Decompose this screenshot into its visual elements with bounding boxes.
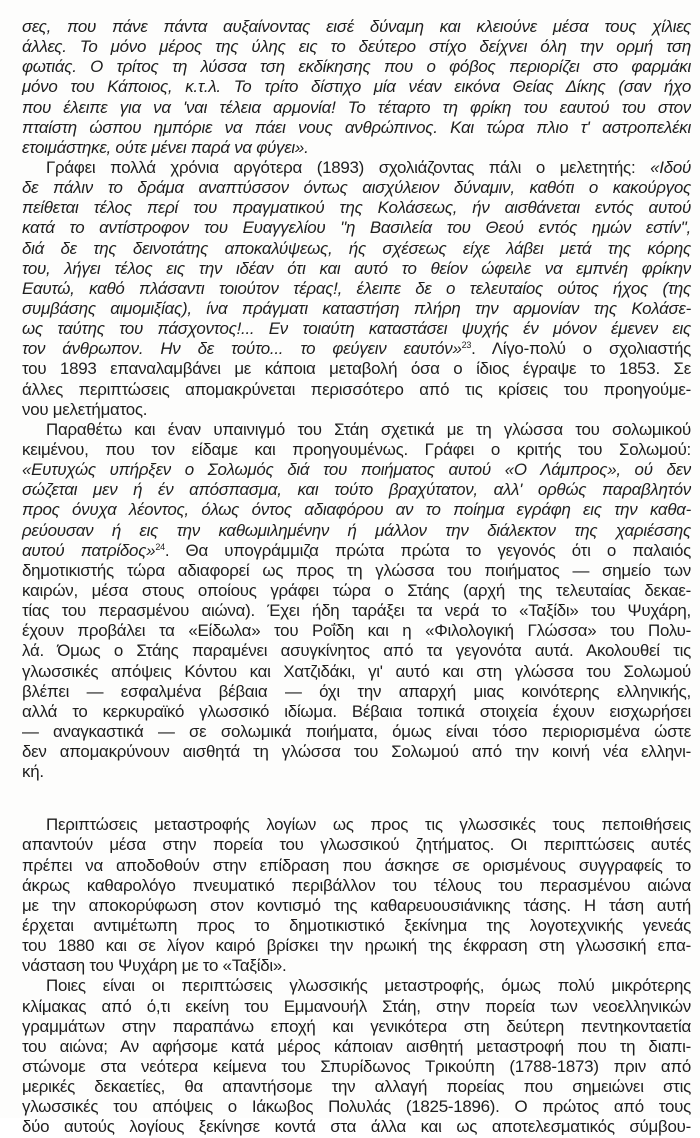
text-run: . Λίγο-πολύ ο σχολιαστής <box>471 339 691 359</box>
text-line: βλέπει — εσφαλμένα βέβαια — όχι την απαρχή μιας κοινότερης ελληνικής, <box>22 681 691 701</box>
text-line: λά. Όμως ο Στάης παραμένει ασυγκίνητος από τα γεγονότα αυτά. Ακολουθεί τις <box>22 641 691 661</box>
text-line: κλίμακας από ό,τι εκείνη του Εμμανουήλ Στάη, στην πορεία των νεοελληνικών <box>22 996 691 1016</box>
text-line: Παραθέτω και έναν υπαινιγμό του Στάη σχετικά με τη γλώσσα του σολωμικού <box>46 419 691 439</box>
text-line: κατά το αντίστροφον του Ευαγγελίου "η Βασιλεία του Θεού εντός ημών εστίν", <box>22 218 691 238</box>
body-text <box>22 17 691 1138</box>
quote-run: «Ιδού <box>650 157 691 177</box>
text-line: δε πάλιν το δράμα αναπτύσσον όντως αισχύλειον δύναμιν, καθότι ο κακούργος <box>22 178 691 198</box>
text-line <box>22 339 691 359</box>
text-line: γλωσσικές του απόψεις ο Ιάκωβος Πολυλάς (1825-1896). Ο πρώτος από τους <box>22 1097 691 1117</box>
text-line: γραμμάτων στην παραπάνω εποχή και γενικότερα στη δεύτερη πεντηκονταετία <box>22 1016 691 1036</box>
text-run: . Θα υπογράμμιζα πρώτα πρώτα το γεγονός ότι ο παλαιός <box>164 540 691 560</box>
text-line: αλλά το κερκυραϊκό γλωσσικό ιδίωμα. Βέβαια τοπικά στοιχεία έχουν εισχωρήσει <box>22 701 691 721</box>
text-line: δεν απομακρύνουν αισθητά τη γλώσσα του Σολωμού από την κοινή νέα ελληνι- <box>22 742 691 762</box>
text-line: γλωσσικές απόψεις Κόντου και Χατζιδάκι, γι' αυτό και στη γλώσσα του Σολωμού <box>22 661 691 681</box>
text-line: νάσταση του Ψυχάρη με το «Ταξίδι». <box>22 956 287 976</box>
text-line: προς όνυχα λέοντος, όλως όντος αδιαφόρου αν το ποίημα εγράφη εις την καθα- <box>22 500 691 520</box>
text-line: Περιπτώσεις μεταστροφής λογίων ως προς τις γλωσσικές τους πεποιθήσεις <box>46 815 691 835</box>
text-line: ρεύουσαν ή εις την καθωμιλημένην ή μάλλον την διάλεκτον της χαριέσσης <box>22 520 691 540</box>
text-run: Γράφει πολλά χρόνια αργότερα (1893) σχολιάζοντας πάλι ο μελετητής: <box>46 157 651 177</box>
text-line: πρέπει να αποδοθούν στην επίδραση που άσκησε σε ορισμένους συγγραφείς το <box>22 855 691 875</box>
text-line: άλλες. Το μόνο μέρος της ύλης εις το δεύτερο στίχο δείχνει όλη την ορμή τση <box>22 37 691 57</box>
text-line: νου μελετήματος. <box>22 399 148 419</box>
text-line: μόνο του Κάποιος, κ.τ.λ. Το τρίτο δίστιχο μία νέαν εικόνα Θείας Δίκης (σαν ήχο <box>22 77 691 97</box>
text-line: καιρών, μέσα στους οποίους γράφει τώρα ο Στάης (αρχή της τελευταίας δεκαε- <box>22 580 691 600</box>
text-line: του, λήγει τέλος εις την ιδέαν ότι και αυτό το θείον ώφειλε να εμπνέη φρίκην <box>22 258 691 278</box>
quote-run: τον άνθρωπον. Ην δε τούτο... το φεύγειν εαυτόν» <box>22 339 462 359</box>
paragraph-2 <box>22 158 691 420</box>
text-line: που έλειπε για να 'ναι τέλεια αρμονία! Το τέταρτο τη φρίκη του εαυτού του στον <box>22 97 691 117</box>
text-line <box>22 158 691 178</box>
paragraph-5 <box>22 976 691 1137</box>
text-line: Ποιες είναι οι περιπτώσεις γλωσσικής μεταστροφής, όμως πολύ μικρότερης <box>46 976 691 996</box>
text-line: άκρως καθαρολόγο πνευματικό περιβάλλον του τέλους του περασμένου αιώνα <box>22 875 691 895</box>
footnote-marker[interactable]: 24 <box>155 541 165 552</box>
text-line: κειμένου, που τον είδαμε και προηγουμένως. Γράφει ο κριτής του Σολωμού: <box>22 439 691 459</box>
text-line: του 1880 και σε λίγον καιρό βρίσκει την ηρωική της έκφραση στη γλωσσική επα- <box>22 936 691 956</box>
text-line: έχουν προβάλει τα «Είδωλα» του Ροΐδη και η «Φιλολογική Γλώσσα» του Πολυ- <box>22 621 691 641</box>
text-line: του 1893 επαναλαμβάνει με κάποια μεταβολή όσα ο ίδιος έγραψε το 1853. Σε <box>22 359 691 379</box>
paragraph-4 <box>22 815 691 976</box>
text-line <box>22 541 691 561</box>
section-break <box>22 782 691 815</box>
text-line: απαντούν μέσα στην πορεία του γλωσσικού ζητήματος. Οι περιπτώσεις αυτές <box>22 835 691 855</box>
paragraph-3 <box>22 420 691 783</box>
text-line: ως ταύτης του πάσχοντος!... Εν τοιαύτη καταστάσει ψυχής έν μόνον έμενεν εις <box>22 319 691 339</box>
text-line: — αναγκαστικά — σε σολωμικά ποιήματα, όμως είναι τόσο περιορισμένα ώστε <box>22 721 691 741</box>
text-line: με την αποκορύφωση στον κοντισμό της καθαρευουσιάνικης τάσης. Η τάση αυτή <box>22 895 691 915</box>
text-line: σες, που πάνε πάντα αυξαίνοντας εισέ δύναμη και κλειούνε μέσα τους χίλιες <box>22 17 691 36</box>
text-line: διά δε της δεινοτάτης αποκαλύψεως, ής σχέσεως είχε λάβει μετά της κόρης <box>22 238 691 258</box>
text-line: Εαυτώ, καθό πλάσαντι τοιούτον τέρας!, έλειπε δε ο τελευταίος ούτος ήχος (της <box>22 278 691 298</box>
text-line: στώνομε στα νεότερα κείμενα του Σπυρίδωνος Τρικούπη (1788-1873) πριν από <box>22 1057 691 1077</box>
text-line: δύο αυτούς λογίους ξεκίνησε κοντά στα άλλα και ως αποτελεσματικός σύμβου- <box>22 1117 691 1137</box>
text-line: μερικές δεκαετίες, θα απαντήσομε την αλλαγή πορείας που σημειώνει στις <box>22 1077 691 1097</box>
text-line: φωτιάς. Ο τρίτος τη λύσσα τση εκδίκησης που ο φόβος περιορίζει στο φαρμάκι <box>22 57 691 77</box>
text-line: «Ευτυχώς υπήρξεν ο Σολωμός διά του ποιήματος αυτού «Ο Λάμπρος», ού δεν <box>22 460 691 480</box>
paragraph-1 <box>22 17 691 158</box>
text-line: κή. <box>22 762 44 782</box>
text-line: πταίστη ώσπου ημπόριε να πάει νους ανθρώπινος. Και τώρα πλιο τ' αστροπελέκι <box>22 117 691 137</box>
text-line: έρχεται αντιμέτωπη προς το δημοτικιστικό ξεκίνημα της λογοτεχνικής γενεάς <box>22 916 691 936</box>
text-line: πείθεται τέλος περί του πραγματικού της Κολάσεως, ήν αισθάνεται εντός αυτού <box>22 198 691 218</box>
text-line: άλλες περιπτώσεις απομακρύνεται περισσότερο από τις κρίσεις του προηγούμε- <box>22 379 691 399</box>
text-line: συμβάσης αιμομιξίας), ίνα πράγματι καταστήση πλήρη την αρμονίαν της Κολάσε- <box>22 298 691 318</box>
text-line: ετοιμάστηκε, ούτε μένει παρά να φύγει». <box>22 137 309 157</box>
text-line: σώζεται μεν ή έν απόσπασμα, και τούτο βραχύτατον, αλλ' ορθώς παραβλητόν <box>22 480 691 500</box>
footnote-marker[interactable]: 23 <box>461 340 472 351</box>
quote-run: αυτού πατρίδος» <box>22 540 156 560</box>
text-line: του αιώνα; Αν αφήσομε κατά μέρος κάποιαν αισθητή μεταστροφή που τη διαπι- <box>22 1036 691 1056</box>
text-line: δημοτικιστής τώρα αδιαφορεί ως προς τη γλώσσα του ποιήματος — σημείο των <box>22 560 691 580</box>
text-line: τίας του περασμένου αιώνα). Έχει ήδη ταράξει τα νερά το «Ταξίδι» του Ψυχάρη, <box>22 601 691 621</box>
